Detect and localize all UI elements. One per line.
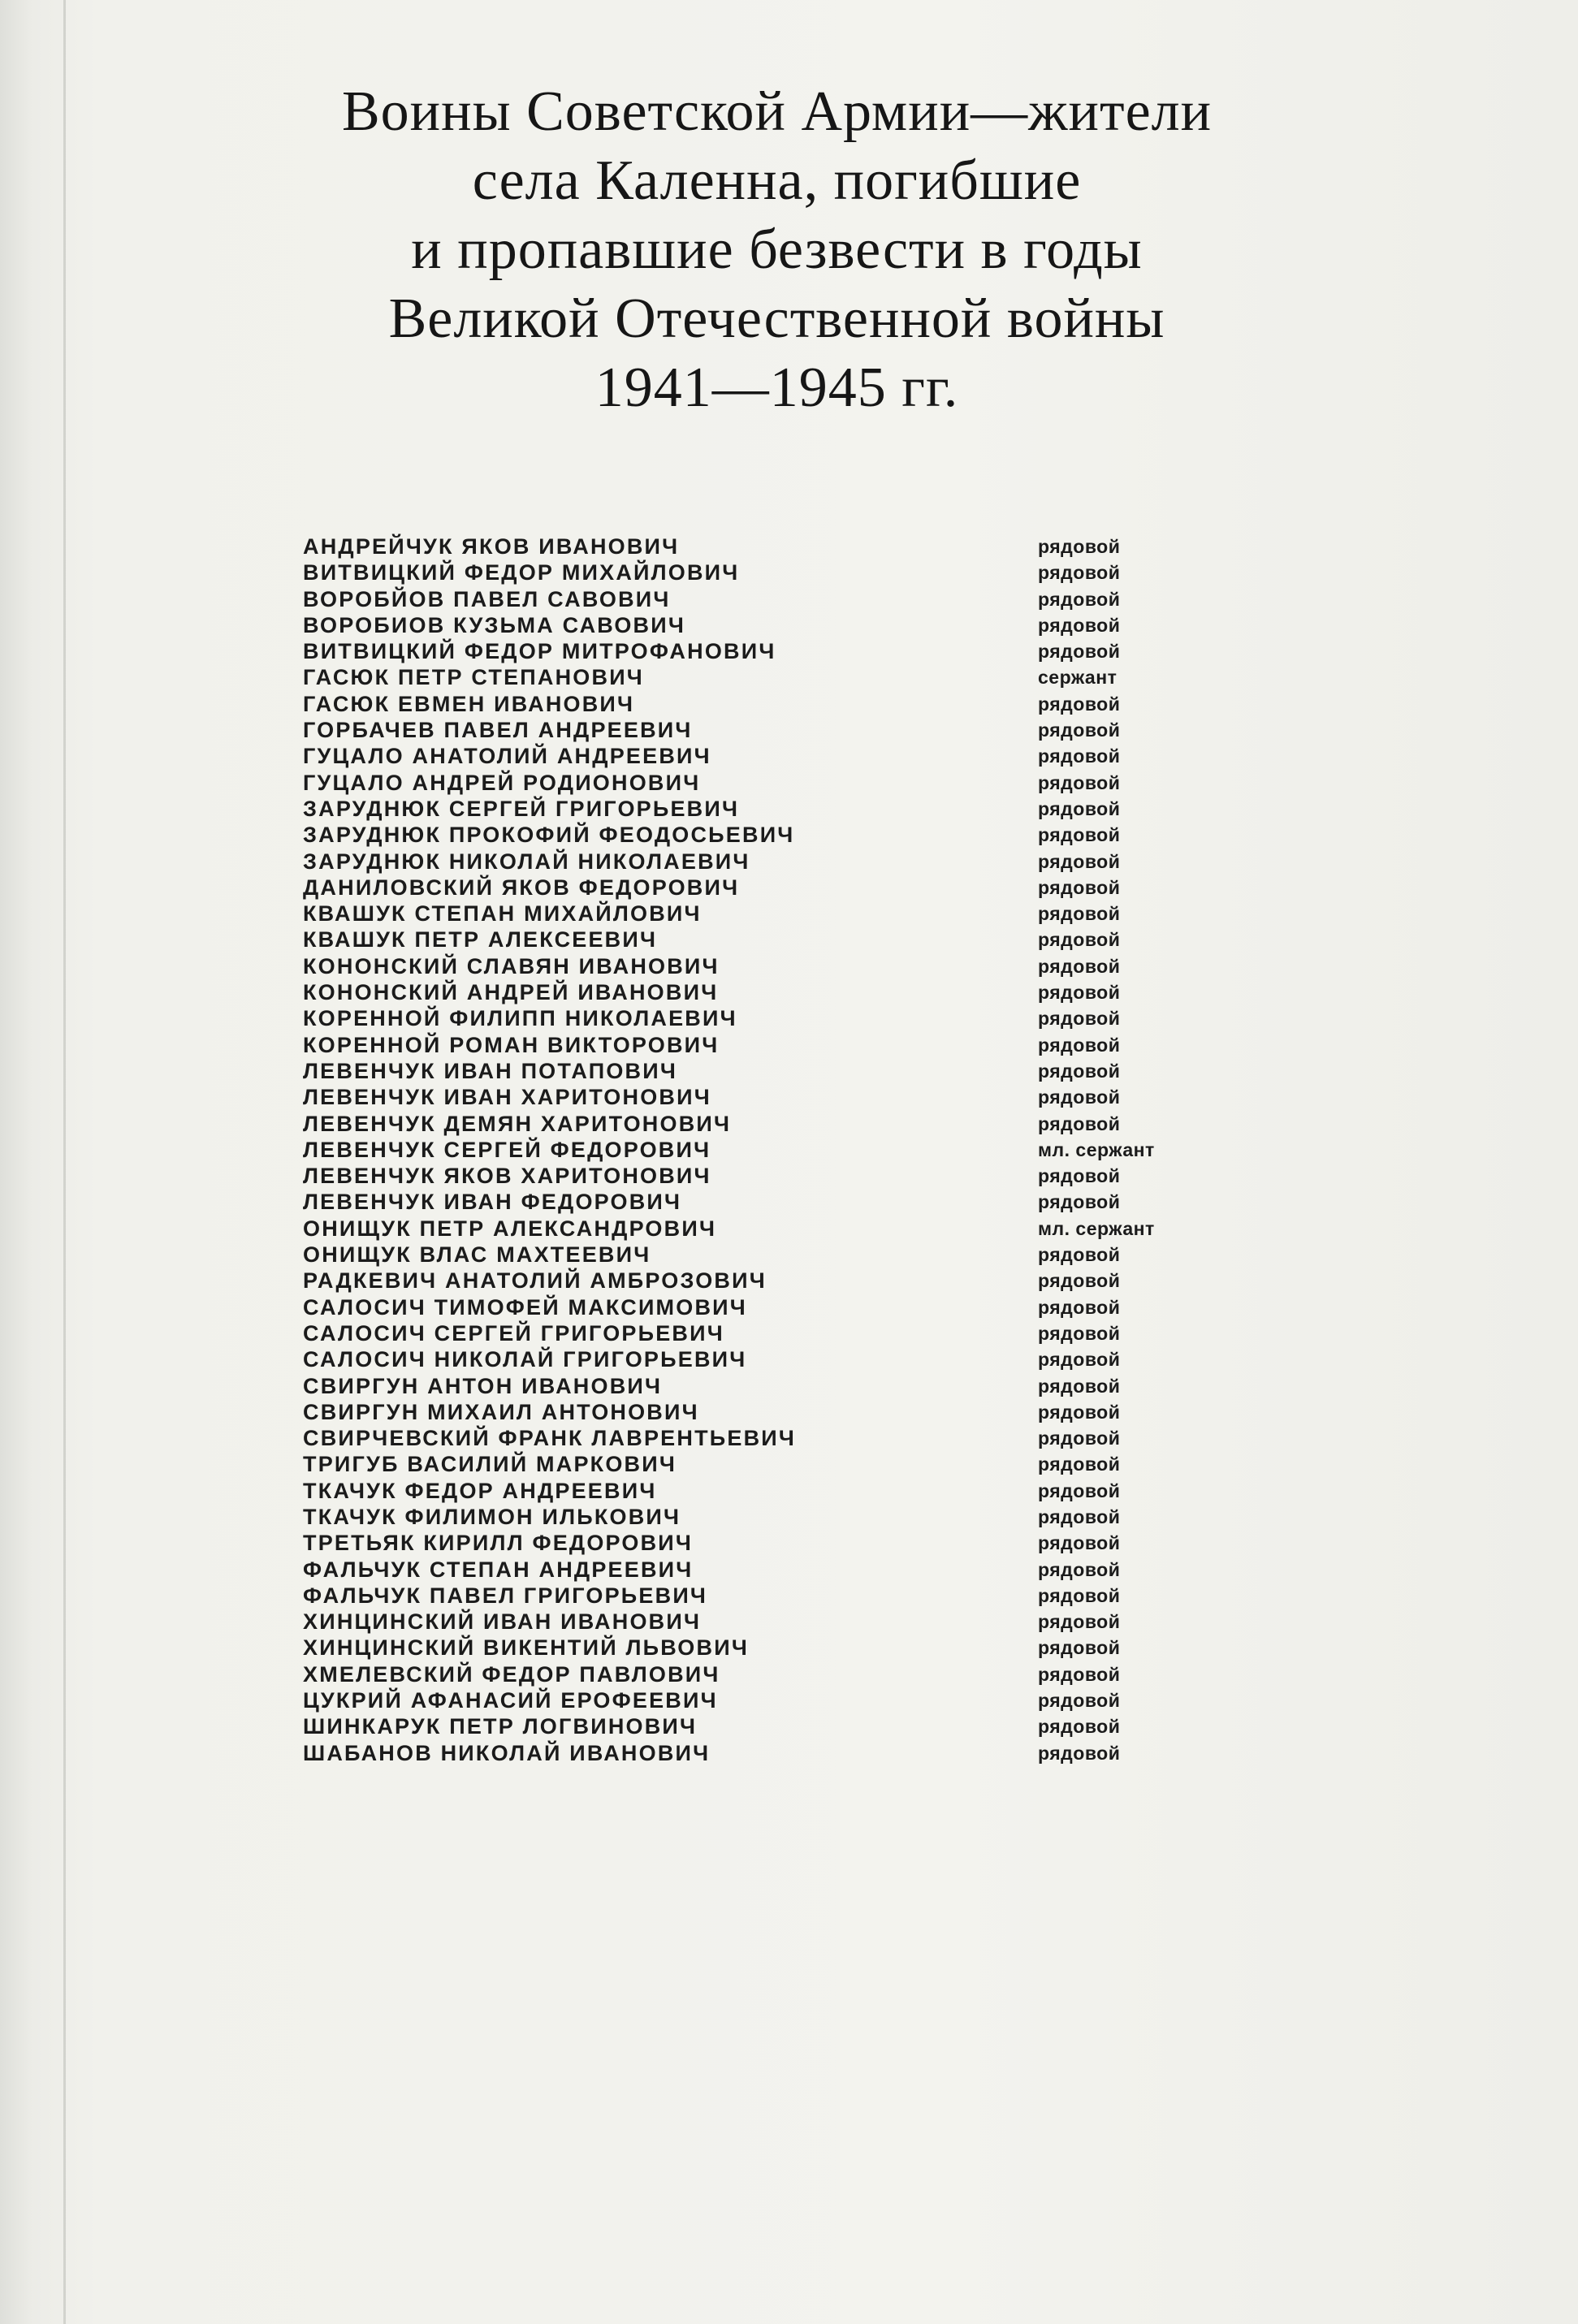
soldier-name: КВАШУК СТЕПАН МИХАЙЛОВИЧ xyxy=(303,901,702,927)
soldier-name: САЛОСИЧ СЕРГЕЙ ГРИГОРЬЕВИЧ xyxy=(303,1320,724,1346)
list-item xyxy=(303,849,1245,875)
soldier-name: ЗАРУДНЮК СЕРГЕЙ ГРИГОРЬЕВИЧ xyxy=(303,796,740,821)
soldier-rank: рядовой xyxy=(1038,693,1121,715)
soldier-rank: рядовой xyxy=(1038,797,1121,819)
soldier-rank: рядовой xyxy=(1038,1060,1121,1082)
list-item xyxy=(303,1740,1245,1766)
soldier-name: ВИТВИЦКИЙ ФЕДОР МИТРОФАНОВИЧ xyxy=(303,639,776,664)
soldier-name: СВИРЧЕВСКИЙ ФРАНК ЛАВРЕНТЬЕВИЧ xyxy=(303,1426,797,1451)
list-item xyxy=(303,533,1245,559)
soldier-rank: рядовой xyxy=(1038,1663,1121,1685)
list-item xyxy=(303,1635,1245,1661)
soldier-rank: рядовой xyxy=(1038,1008,1121,1030)
list-item xyxy=(303,1478,1245,1504)
list-item xyxy=(303,1451,1245,1477)
soldier-rank: рядовой xyxy=(1038,1558,1121,1580)
soldier-name: ГАСЮК ЕВМЕН ИВАНОВИЧ xyxy=(303,691,635,716)
soldier-rank: рядовой xyxy=(1038,588,1121,610)
soldier-rank: рядовой xyxy=(1038,719,1121,741)
title-line-4: Великой Отечественной войны xyxy=(388,287,1165,350)
list-item xyxy=(303,1005,1245,1031)
list-item xyxy=(303,691,1245,717)
list-item xyxy=(303,901,1245,927)
list-item xyxy=(303,664,1245,690)
list-item xyxy=(303,1609,1245,1635)
list-item xyxy=(303,796,1245,822)
soldier-name: КОНОНСКИЙ СЛАВЯН ИВАНОВИЧ xyxy=(303,953,720,978)
soldier-rank: рядовой xyxy=(1038,1349,1121,1371)
soldier-rank: рядовой xyxy=(1038,745,1121,767)
soldier-name: ГОРБАЧЕВ ПАВЕЛ АНДРЕЕВИЧ xyxy=(303,718,693,743)
soldier-rank: рядовой xyxy=(1038,850,1121,872)
list-item xyxy=(303,1111,1245,1137)
soldier-name: КОРЕННОЙ ФИЛИПП НИКОЛАЕВИЧ xyxy=(303,1006,737,1031)
soldier-rank: мл. сержант xyxy=(1038,1138,1155,1160)
list-item xyxy=(303,1661,1245,1687)
list-item xyxy=(303,1399,1245,1425)
list-item xyxy=(303,638,1245,664)
soldier-name: ВИТВИЦКИЙ ФЕДОР МИХАЙЛОВИЧ xyxy=(303,560,740,585)
list-item xyxy=(303,1216,1245,1242)
title-line-3: и пропавшие безвести в годы xyxy=(411,218,1143,281)
soldier-name: ЛЕВЕНЧУК ИВАН ХАРИТОНОВИЧ xyxy=(303,1085,711,1110)
soldier-name: ХМЕЛЕВСКИЙ ФЕДОР ПАВЛОВИЧ xyxy=(303,1661,720,1687)
list-item xyxy=(303,1687,1245,1713)
soldier-name: ХИНЦИНСКИЙ ИВАН ИВАНОВИЧ xyxy=(303,1609,702,1635)
soldier-name: ШИНКАРУК ПЕТР ЛОГВИНОВИЧ xyxy=(303,1714,698,1739)
soldier-name: ТКАЧУК ФИЛИМОН ИЛЬКОВИЧ xyxy=(303,1504,681,1529)
soldier-rank: рядовой xyxy=(1038,1034,1121,1056)
list-item xyxy=(303,875,1245,901)
soldier-rank: рядовой xyxy=(1038,1086,1121,1108)
list-item xyxy=(303,1425,1245,1451)
list-item xyxy=(303,1320,1245,1346)
list-item xyxy=(303,743,1245,769)
soldier-rank: рядовой xyxy=(1038,955,1121,977)
soldier-name: ТРЕТЬЯК КИРИЛЛ ФЕДОРОВИЧ xyxy=(303,1531,694,1556)
soldier-rank: рядовой xyxy=(1038,771,1121,793)
soldier-rank: рядовой xyxy=(1038,1479,1121,1501)
list-item xyxy=(303,1242,1245,1268)
soldier-name: ТКАЧУК ФЕДОР АНДРЕЕВИЧ xyxy=(303,1478,657,1503)
soldier-name: ОНИЩУК ПЕТР АЛЕКСАНДРОВИЧ xyxy=(303,1216,717,1241)
soldier-name: АНДРЕЙЧУК ЯКОВ ИВАНОВИЧ xyxy=(303,534,680,559)
soldier-name: ТРИГУБ ВАСИЛИЙ МАРКОВИЧ xyxy=(303,1452,677,1477)
list-item xyxy=(303,1557,1245,1583)
soldier-name: ФАЛЬЧУК СТЕПАН АНДРЕЕВИЧ xyxy=(303,1557,694,1582)
soldier-rank: рядовой xyxy=(1038,1532,1121,1554)
soldier-name: ЛЕВЕНЧУК ИВАН ПОТАПОВИЧ xyxy=(303,1058,677,1083)
soldier-name: ДАНИЛОВСКИЙ ЯКОВ ФЕДОРОВИЧ xyxy=(303,875,740,900)
soldier-rank: рядовой xyxy=(1038,1270,1121,1292)
soldier-rank: рядовой xyxy=(1038,1296,1121,1318)
list-item xyxy=(303,1032,1245,1058)
list-item xyxy=(303,953,1245,979)
soldier-name: ОНИЩУК ВЛАС МАХТЕЕВИЧ xyxy=(303,1242,651,1268)
list-item xyxy=(303,1373,1245,1399)
soldier-rank: рядовой xyxy=(1038,1428,1121,1449)
soldier-name: ГАСЮК ПЕТР СТЕПАНОВИЧ xyxy=(303,665,644,690)
soldier-name: ЗАРУДНЮК НИКОЛАЙ НИКОЛАЕВИЧ xyxy=(303,849,750,874)
title-line-2: села Каленна, погибшие xyxy=(472,149,1082,212)
soldier-rank: сержант xyxy=(1038,667,1118,689)
list-item xyxy=(303,586,1245,612)
title-line-5: 1941—1945 гг. xyxy=(594,356,959,419)
soldier-name: СВИРГУН МИХАИЛ АНТОНОВИЧ xyxy=(303,1399,699,1424)
list-item xyxy=(303,1583,1245,1609)
list-item xyxy=(303,1713,1245,1739)
soldier-rank: рядовой xyxy=(1038,1375,1121,1397)
soldier-name: ХИНЦИНСКИЙ ВИКЕНТИЙ ЛЬВОВИЧ xyxy=(303,1635,749,1661)
list-item xyxy=(303,559,1245,585)
soldier-rank: рядовой xyxy=(1038,1637,1121,1659)
list-item xyxy=(303,927,1245,952)
soldier-rank: рядовой xyxy=(1038,1454,1121,1475)
list-item xyxy=(303,1530,1245,1556)
soldier-rank: рядовой xyxy=(1038,1584,1121,1606)
soldier-rank: рядовой xyxy=(1038,614,1121,636)
list-item xyxy=(303,979,1245,1005)
soldier-rank: рядовой xyxy=(1038,641,1121,663)
soldier-name: САЛОСИЧ НИКОЛАЙ ГРИГОРЬЕВИЧ xyxy=(303,1347,747,1372)
list-item xyxy=(303,1084,1245,1110)
list-item xyxy=(303,1268,1245,1294)
soldier-name: ЗАРУДНЮК ПРОКОФИЙ ФЕОДОСЬЕВИЧ xyxy=(303,823,795,848)
soldier-name: ФАЛЬЧУК ПАВЕЛ ГРИГОРЬЕВИЧ xyxy=(303,1583,708,1608)
soldier-rank: рядовой xyxy=(1038,1690,1121,1712)
soldier-name: ГУЦАЛО АНАТОЛИЙ АНДРЕЕВИЧ xyxy=(303,744,711,769)
soldier-rank: рядовой xyxy=(1038,903,1121,925)
soldier-rank: рядовой xyxy=(1038,1716,1121,1738)
soldier-name: ГУЦАЛО АНДРЕЙ РОДИОНОВИЧ xyxy=(303,770,701,795)
soldier-rank: рядовой xyxy=(1038,1322,1121,1344)
soldier-name: ВОРОБИОВ КУЗЬМА САВОВИЧ xyxy=(303,612,686,637)
soldier-name: ВОРОБЙОВ ПАВЕЛ САВОВИЧ xyxy=(303,586,671,611)
memorial-list xyxy=(303,533,1245,1766)
list-item xyxy=(303,1137,1245,1163)
soldier-rank: рядовой xyxy=(1038,1401,1121,1423)
list-item xyxy=(303,1058,1245,1084)
soldier-rank: рядовой xyxy=(1038,1165,1121,1187)
soldier-rank: рядовой xyxy=(1038,876,1121,898)
soldier-name: РАДКЕВИЧ АНАТОЛИЙ АМБРОЗОВИЧ xyxy=(303,1268,767,1294)
soldier-name: САЛОСИЧ ТИМОФЕЙ МАКСИМОВИЧ xyxy=(303,1294,747,1320)
list-item xyxy=(303,1163,1245,1189)
soldier-rank: рядовой xyxy=(1038,1112,1121,1134)
soldier-name: ЛЕВЕНЧУК ДЕМЯН ХАРИТОНОВИЧ xyxy=(303,1111,732,1136)
list-item xyxy=(303,1294,1245,1320)
soldier-name: КОРЕННОЙ РОМАН ВИКТОРОВИЧ xyxy=(303,1032,720,1057)
soldier-name: СВИРГУН АНТОН ИВАНОВИЧ xyxy=(303,1373,663,1398)
soldier-name: КВАШУК ПЕТР АЛЕКСЕЕВИЧ xyxy=(303,927,658,952)
list-item xyxy=(303,822,1245,848)
soldier-rank: рядовой xyxy=(1038,1244,1121,1266)
list-item xyxy=(303,717,1245,743)
soldier-rank: рядовой xyxy=(1038,929,1121,951)
soldier-name: КОНОНСКИЙ АНДРЕЙ ИВАНОВИЧ xyxy=(303,980,719,1005)
soldier-rank: рядовой xyxy=(1038,1191,1121,1213)
page-title xyxy=(0,77,1578,422)
list-item xyxy=(303,1504,1245,1530)
soldier-rank: рядовой xyxy=(1038,1505,1121,1527)
soldier-rank: рядовой xyxy=(1038,536,1121,557)
soldier-name: ШАБАНОВ НИКОЛАЙ ИВАНОВИЧ xyxy=(303,1740,711,1765)
soldier-name: ЛЕВЕНЧУК ИВАН ФЕДОРОВИЧ xyxy=(303,1190,682,1215)
soldier-rank: рядовой xyxy=(1038,982,1121,1004)
soldier-rank: рядовой xyxy=(1038,824,1121,846)
soldier-rank: мл. сержант xyxy=(1038,1217,1155,1239)
soldier-name: ЦУКРИЙ АФАНАСИЙ ЕРОФЕЕВИЧ xyxy=(303,1688,718,1713)
list-item xyxy=(303,612,1245,638)
list-item xyxy=(303,1346,1245,1372)
soldier-name: ЛЕВЕНЧУК ЯКОВ ХАРИТОНОВИЧ xyxy=(303,1164,711,1189)
soldier-rank: рядовой xyxy=(1038,562,1121,584)
soldier-name: ЛЕВЕНЧУК СЕРГЕЙ ФЕДОРОВИЧ xyxy=(303,1137,711,1162)
soldier-rank: рядовой xyxy=(1038,1742,1121,1764)
list-item xyxy=(303,1189,1245,1215)
soldier-rank: рядовой xyxy=(1038,1611,1121,1633)
title-line-1: Воины Советской Армии—жители xyxy=(341,80,1213,143)
list-item xyxy=(303,770,1245,796)
